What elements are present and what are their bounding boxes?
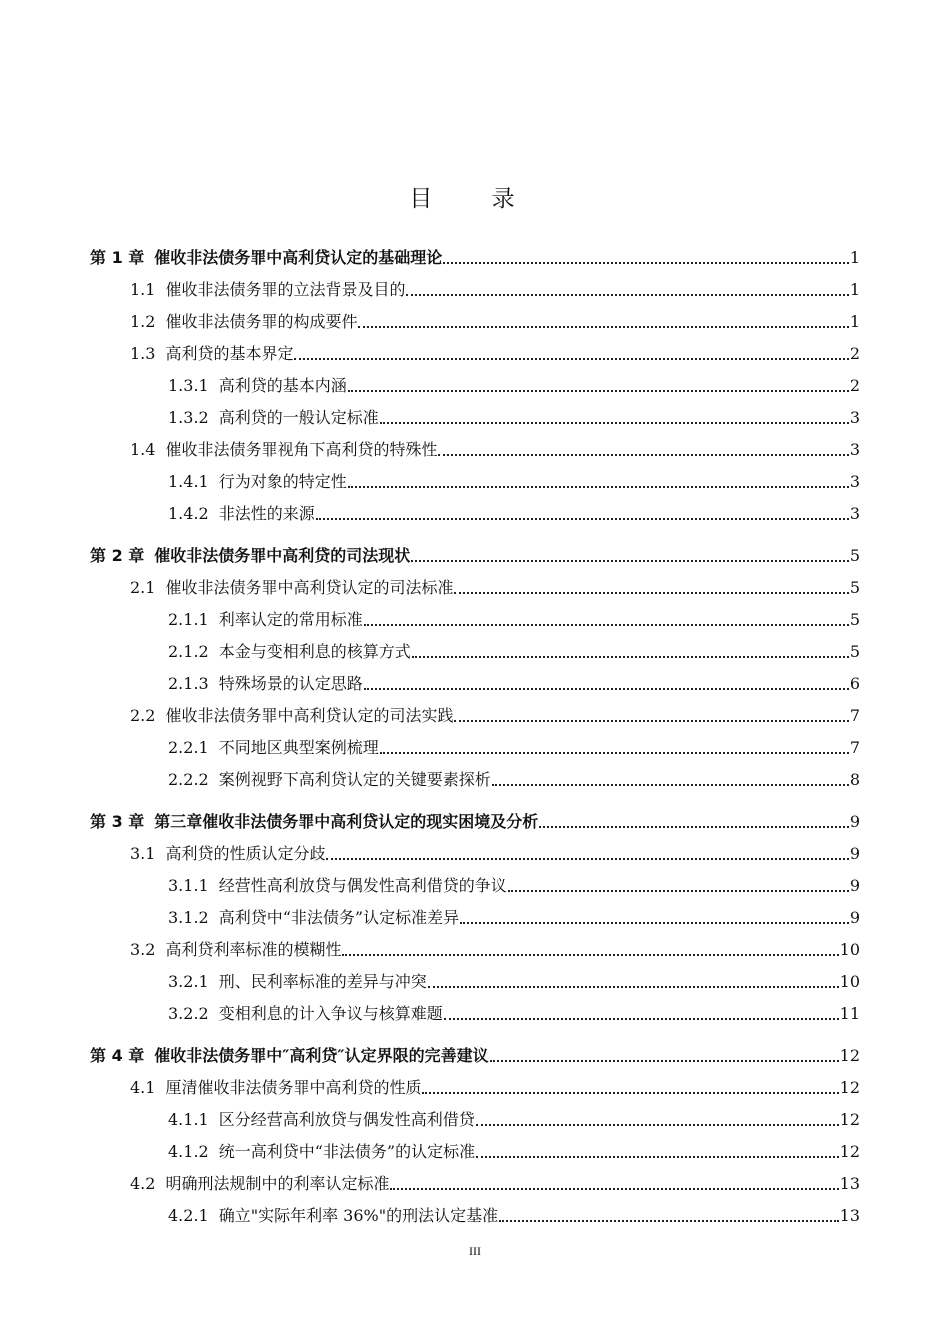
toc-entry-title: 催收非法债务罪中高利贷的司法现状 xyxy=(154,546,411,565)
toc-entry[interactable] xyxy=(130,936,860,960)
toc-entry[interactable] xyxy=(168,638,860,662)
toc-entry-title: 高利贷中“非法债务”认定标准差异 xyxy=(218,908,460,927)
toc-entry-number: 2.2 xyxy=(130,706,156,725)
toc-entry-page: 5 xyxy=(849,610,860,629)
toc-entry-page: 2 xyxy=(849,376,860,395)
toc-entry-title: 催收非法债务罪中高利贷认定的司法实践 xyxy=(165,706,454,725)
toc-entry-page: 5 xyxy=(849,578,860,597)
toc-entry-number: 1.3.1 xyxy=(168,376,209,395)
toc-dot-leader xyxy=(358,326,848,328)
toc-chapter-entry[interactable] xyxy=(90,808,860,832)
toc-entry-title: 行为对象的特定性 xyxy=(218,472,347,491)
toc-entry-title: 催收非法债务罪视角下高利贷的特殊性 xyxy=(165,440,438,459)
toc-dot-leader xyxy=(390,1188,838,1190)
toc-entry-page: 7 xyxy=(849,738,860,757)
toc-entry[interactable] xyxy=(130,276,860,300)
toc-entry-number: 3.2.1 xyxy=(168,972,209,991)
toc-entry-page: 12 xyxy=(839,1078,860,1097)
toc-entry-number: 4.2 xyxy=(130,1174,156,1193)
toc-entry-number: 第 4 章 xyxy=(90,1046,145,1065)
toc-entry-title: 案例视野下高利贷认定的关键要素探析 xyxy=(218,770,491,789)
toc-entry-number: 第 3 章 xyxy=(90,812,145,831)
toc-entry-page: 13 xyxy=(839,1206,860,1225)
toc-entry-title: 催收非法债务罪的立法背景及目的 xyxy=(165,280,406,299)
toc-entry[interactable] xyxy=(168,468,860,492)
toc-dot-leader xyxy=(364,688,849,690)
toc-entry-title: 非法性的来源 xyxy=(218,504,315,523)
toc-entry-number: 3.1.2 xyxy=(168,908,209,927)
toc-dot-leader xyxy=(476,1124,839,1126)
toc-entry-number: 3.1 xyxy=(130,844,156,863)
toc-entry-title: 厘清催收非法债务罪中高利贷的性质 xyxy=(165,1078,422,1097)
toc-entry-number: 4.1.1 xyxy=(168,1110,209,1129)
toc-entry-title: 第三章催收非法债务罪中高利贷认定的现实困境及分析 xyxy=(154,812,539,831)
toc-entry-page: 10 xyxy=(839,940,860,959)
toc-entry-page: 3 xyxy=(849,440,860,459)
toc-entry-page: 2 xyxy=(849,344,860,363)
toc-dot-leader xyxy=(380,752,849,754)
toc-entry-title: 利率认定的常用标准 xyxy=(218,610,363,629)
toc-entry-number: 2.1.1 xyxy=(168,610,209,629)
toc-dot-leader xyxy=(454,592,848,594)
toc-dot-leader xyxy=(539,826,849,828)
toc-entry[interactable] xyxy=(130,702,860,726)
toc-entry-title: 催收非法债务罪的构成要件 xyxy=(165,312,358,331)
toc-entry-number: 1.3 xyxy=(130,344,156,363)
toc-dot-leader xyxy=(380,422,849,424)
toc-chapter-entry[interactable] xyxy=(90,1042,860,1066)
toc-entry[interactable] xyxy=(168,904,860,928)
toc-dot-leader xyxy=(294,358,848,360)
toc-entry[interactable] xyxy=(130,1170,860,1194)
toc-dot-leader xyxy=(499,1220,839,1222)
toc-entry-page: 9 xyxy=(849,908,860,927)
toc-entry-page: 1 xyxy=(849,248,860,267)
toc-entry-page: 11 xyxy=(839,1004,860,1023)
toc-entry-title: 高利贷的基本界定 xyxy=(165,344,294,363)
toc-entry-number: 第 2 章 xyxy=(90,546,145,565)
toc-entry[interactable] xyxy=(130,574,860,598)
page-number-footer: III xyxy=(469,1244,481,1258)
toc-entry[interactable] xyxy=(168,1106,860,1130)
toc-dot-leader xyxy=(444,1018,839,1020)
toc-dot-leader xyxy=(422,1092,838,1094)
toc-dot-leader xyxy=(460,922,849,924)
toc-entry[interactable] xyxy=(130,436,860,460)
toc-entry-title: 催收非法债务罪中″高利贷″认定界限的完善建议 xyxy=(154,1046,489,1065)
toc-title: 目 录 xyxy=(409,186,541,212)
toc-entry[interactable] xyxy=(168,500,860,524)
toc-dot-leader xyxy=(454,720,848,722)
toc-entry[interactable] xyxy=(168,1202,860,1226)
toc-entry-page: 8 xyxy=(849,770,860,789)
toc-entry[interactable] xyxy=(168,1138,860,1162)
toc-entry-number: 3.1.1 xyxy=(168,876,209,895)
toc-entry[interactable] xyxy=(168,872,860,896)
toc-entry-number: 2.1.2 xyxy=(168,642,209,661)
toc-entry-title: 高利贷的一般认定标准 xyxy=(218,408,379,427)
toc-entry-page: 1 xyxy=(849,312,860,331)
toc-entry-title: 高利贷的性质认定分歧 xyxy=(165,844,326,863)
toc-entry-title: 催收非法债务罪中高利贷认定的基础理论 xyxy=(154,248,443,267)
toc-dot-leader xyxy=(348,486,849,488)
toc-entry-page: 7 xyxy=(849,706,860,725)
toc-entry-page: 5 xyxy=(849,642,860,661)
toc-entry-page: 9 xyxy=(849,812,860,831)
toc-dot-leader xyxy=(476,1156,839,1158)
toc-dot-leader xyxy=(364,624,849,626)
toc-entry-page: 9 xyxy=(849,844,860,863)
toc-entry-title: 区分经营高利放贷与偶发性高利借贷 xyxy=(218,1110,475,1129)
toc-entry-page: 5 xyxy=(849,546,860,565)
toc-entry-page: 12 xyxy=(839,1046,860,1065)
toc-entry-number: 3.2.2 xyxy=(168,1004,209,1023)
toc-entry-title: 催收非法债务罪中高利贷认定的司法标准 xyxy=(165,578,454,597)
toc-dot-leader xyxy=(326,858,848,860)
toc-entry-page: 3 xyxy=(849,504,860,523)
toc-entry-title: 高利贷利率标准的模糊性 xyxy=(165,940,342,959)
toc-entry-number: 1.4 xyxy=(130,440,156,459)
toc-dot-leader xyxy=(428,986,839,988)
toc-entry-number: 1.4.1 xyxy=(168,472,209,491)
toc-entry-number: 1.1 xyxy=(130,280,156,299)
toc-entry-number: 1.4.2 xyxy=(168,504,209,523)
toc-entry-title: 特殊场景的认定思路 xyxy=(218,674,363,693)
toc-entry[interactable] xyxy=(168,734,860,758)
toc-entry-number: 第 1 章 xyxy=(90,248,145,267)
toc-dot-leader xyxy=(342,954,838,956)
toc-entry[interactable] xyxy=(168,766,860,790)
toc-dot-leader xyxy=(443,262,849,264)
toc-entry[interactable] xyxy=(168,404,860,428)
toc-dot-leader xyxy=(492,784,849,786)
toc-dot-leader xyxy=(406,294,848,296)
toc-entry[interactable] xyxy=(130,308,860,332)
toc-entry-page: 6 xyxy=(849,674,860,693)
toc-chapter-entry[interactable] xyxy=(90,244,860,268)
toc-chapter-entry[interactable] xyxy=(90,542,860,566)
toc-entry[interactable] xyxy=(130,340,860,364)
toc-dot-leader xyxy=(438,454,848,456)
toc-entry-title: 经营性高利放贷与偶发性高利借贷的争议 xyxy=(218,876,507,895)
toc-entry-number: 2.1 xyxy=(130,578,156,597)
toc-entry-page: 1 xyxy=(849,280,860,299)
toc-dot-leader xyxy=(316,518,849,520)
toc-entry-page: 3 xyxy=(849,472,860,491)
toc-entry-title: 高利贷的基本内涵 xyxy=(218,376,347,395)
toc-entry-title: 明确刑法规制中的利率认定标准 xyxy=(165,1174,390,1193)
toc-entry-number: 2.2.1 xyxy=(168,738,209,757)
toc-entry[interactable] xyxy=(130,840,860,864)
toc-entry-title: 统一高利贷中“非法债务”的认定标准 xyxy=(218,1142,476,1161)
toc-entry-number: 2.1.3 xyxy=(168,674,209,693)
toc-entry-page: 10 xyxy=(839,972,860,991)
toc-entry-number: 3.2 xyxy=(130,940,156,959)
toc-entry[interactable] xyxy=(168,606,860,630)
toc-dot-leader xyxy=(508,890,849,892)
toc-entry[interactable] xyxy=(168,670,860,694)
toc-dot-leader xyxy=(412,656,849,658)
toc-entry-page: 9 xyxy=(849,876,860,895)
toc-entry-page: 13 xyxy=(839,1174,860,1193)
toc-entry-title: 确立"实际年利率 36%"的刑法认定基准 xyxy=(218,1206,499,1225)
toc-entry[interactable] xyxy=(130,1074,860,1098)
toc-entry[interactable] xyxy=(168,1000,860,1024)
toc-entry-number: 1.3.2 xyxy=(168,408,209,427)
toc-entry[interactable] xyxy=(168,968,860,992)
toc-entry-page: 12 xyxy=(839,1142,860,1161)
toc-entry-number: 2.2.2 xyxy=(168,770,209,789)
toc-entry-number: 4.1.2 xyxy=(168,1142,209,1161)
toc-entry-number: 4.1 xyxy=(130,1078,156,1097)
toc-entry[interactable] xyxy=(168,372,860,396)
toc-entry-title: 变相利息的计入争议与核算难题 xyxy=(218,1004,443,1023)
toc-entry-title: 本金与变相利息的核算方式 xyxy=(218,642,411,661)
toc-dot-leader xyxy=(490,1060,839,1062)
toc-entry-title: 刑、民利率标准的差异与冲突 xyxy=(218,972,427,991)
toc-entry-page: 12 xyxy=(839,1110,860,1129)
toc-dot-leader xyxy=(348,390,849,392)
toc-entry-number: 4.2.1 xyxy=(168,1206,209,1225)
toc-entry-page: 3 xyxy=(849,408,860,427)
toc-entry-number: 1.2 xyxy=(130,312,156,331)
toc-entry-title: 不同地区典型案例梳理 xyxy=(218,738,379,757)
toc-dot-leader xyxy=(411,560,849,562)
